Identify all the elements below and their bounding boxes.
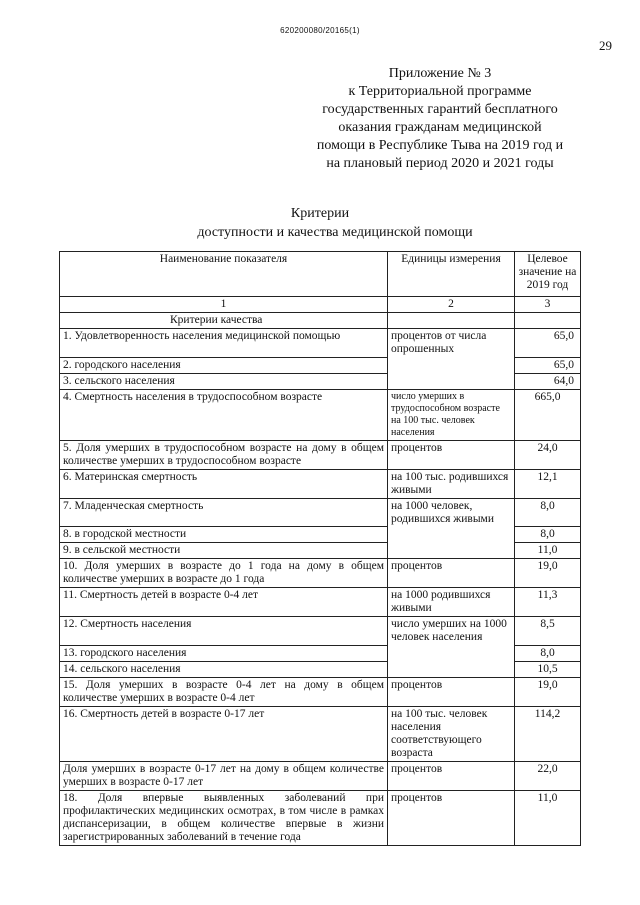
document-code: 620200080/20165(1): [280, 26, 360, 35]
column-number-row: [60, 297, 581, 313]
indicator-unit: процентов: [388, 790, 515, 845]
indicator-name: 1. Удовлетворенность населения медицинской помощью: [60, 329, 388, 358]
column-number: 2: [388, 297, 515, 313]
table-row: [60, 790, 581, 845]
indicator-value: 64,0: [515, 373, 581, 389]
table-row: [60, 706, 581, 761]
indicator-value: 12,1: [515, 469, 581, 498]
empty-cell: [515, 313, 581, 329]
indicator-value: 11,0: [515, 790, 581, 845]
appendix-line: к Территориальной программе: [348, 84, 532, 99]
table-row: [60, 617, 581, 646]
indicator-value: 10,5: [515, 661, 581, 677]
table-row: [60, 543, 581, 559]
table-row: [60, 559, 581, 588]
column-number: 1: [60, 297, 388, 313]
indicator-unit: на 100 тыс. человек населения соответствующего возраста: [388, 706, 515, 761]
appendix-line: помощи в Республике Тыва на 2019 год и: [316, 138, 564, 153]
indicator-name: 5. Доля умерших в трудоспособном возрасте на дому в общем количестве умерших в трудоспособном возрасте: [60, 440, 388, 469]
indicator-name: Доля умерших в возрасте 0-17 лет на дому в общем количестве умерших в возрасте 0-17 лет: [60, 761, 388, 790]
indicator-value: 11,3: [515, 588, 581, 617]
criteria-table: [59, 251, 581, 846]
indicator-value: 114,2: [515, 706, 581, 761]
indicator-value: 24,0: [515, 440, 581, 469]
table-row: [60, 661, 581, 677]
indicator-name: 13. городского населения: [60, 645, 388, 661]
indicator-name: 16. Смертность детей в возрасте 0-17 лет: [60, 706, 388, 761]
table-row: [60, 469, 581, 498]
indicator-unit: [388, 645, 515, 661]
indicator-unit: процентов: [388, 677, 515, 706]
appendix-line: государственных гарантий бесплатного: [322, 102, 558, 117]
table-row: [60, 588, 581, 617]
indicator-unit: [388, 527, 515, 543]
indicator-name: 10. Доля умерших в возрасте до 1 года на дому в общем количестве умерших в возрасте до 1 года: [60, 559, 388, 588]
page-title: [0, 204, 640, 242]
indicator-unit: процентов: [388, 761, 515, 790]
indicator-value: 8,0: [515, 498, 581, 527]
section-row: [60, 313, 581, 329]
indicator-unit: процентов: [388, 440, 515, 469]
table-header-row: [60, 252, 581, 297]
indicator-value: 665,0: [515, 389, 581, 440]
indicator-unit: число умерших в трудоспособном возрасте на 100 тыс. человек населения: [388, 389, 515, 440]
indicator-unit: на 1000 человек, родившихся живыми: [388, 498, 515, 527]
indicator-name: 4. Смертность населения в трудоспособном возрасте: [60, 389, 388, 440]
indicator-unit: процентов: [388, 559, 515, 588]
indicator-name: 7. Младенческая смертность: [60, 498, 388, 527]
empty-cell: [388, 313, 515, 329]
indicator-value: 11,0: [515, 543, 581, 559]
appendix-line: оказания гражданам медицинской: [338, 120, 542, 135]
indicator-value: 65,0: [515, 329, 581, 358]
indicator-value: 19,0: [515, 677, 581, 706]
indicator-value: 8,5: [515, 617, 581, 646]
indicator-unit: процентов от числа опрошенных: [388, 329, 515, 358]
appendix-line: на плановый период 2020 и 2021 годы: [326, 156, 554, 171]
indicator-value: 22,0: [515, 761, 581, 790]
table-row: [60, 761, 581, 790]
indicator-name: 18. Доля впервые выявленных заболеваний при профилактических медицинских осмотрах, в том числе в рамках диспансеризации, в общем количестве впервые в жизни зарегистрированных заболеваний в течение года: [60, 790, 388, 845]
title-line-1: Критерии: [290, 206, 350, 221]
column-header-name: Наименование показателя: [60, 252, 388, 297]
indicator-unit: число умерших на 1000 человек населения: [388, 617, 515, 646]
indicator-name: 11. Смертность детей в возрасте 0-4 лет: [60, 588, 388, 617]
indicator-value: 65,0: [515, 357, 581, 373]
indicator-name: 12. Смертность населения: [60, 617, 388, 646]
table-row: [60, 373, 581, 389]
indicator-name: 2. городского населения: [60, 357, 388, 373]
indicator-name: 15. Доля умерших в возрасте 0-4 лет на дому в общем количестве умерших в возрасте 0-4 лет: [60, 677, 388, 706]
table-row: [60, 498, 581, 527]
table-row: [60, 440, 581, 469]
indicator-unit: на 1000 родившихся живыми: [388, 588, 515, 617]
indicator-name: 3. сельского населения: [60, 373, 388, 389]
indicator-name: 9. в сельской местности: [60, 543, 388, 559]
indicator-value: 19,0: [515, 559, 581, 588]
indicator-name: 14. сельского населения: [60, 661, 388, 677]
title-line-2: доступности и качества медицинской помощи: [197, 225, 473, 240]
appendix-line: Приложение № 3: [388, 66, 492, 81]
indicator-name: 6. Материнская смертность: [60, 469, 388, 498]
table-row: [60, 357, 581, 373]
column-header-unit: Единицы измерения: [388, 252, 515, 297]
table-row: [60, 527, 581, 543]
page-number: 29: [599, 38, 612, 53]
indicator-unit: [388, 373, 515, 389]
indicator-unit: [388, 357, 515, 373]
indicator-name: 8. в городской местности: [60, 527, 388, 543]
section-title: Критерии качества: [60, 313, 388, 329]
indicator-value: 8,0: [515, 645, 581, 661]
appendix-header: [280, 65, 600, 173]
table-row: [60, 677, 581, 706]
indicator-value: 8,0: [515, 527, 581, 543]
indicator-unit: [388, 543, 515, 559]
column-number: 3: [515, 297, 581, 313]
table-row: [60, 645, 581, 661]
table-row: [60, 329, 581, 358]
indicator-unit: на 100 тыс. родившихся живыми: [388, 469, 515, 498]
indicator-unit: [388, 661, 515, 677]
table-row: [60, 389, 581, 440]
column-header-target: Целевое значение на 2019 год: [515, 252, 581, 297]
